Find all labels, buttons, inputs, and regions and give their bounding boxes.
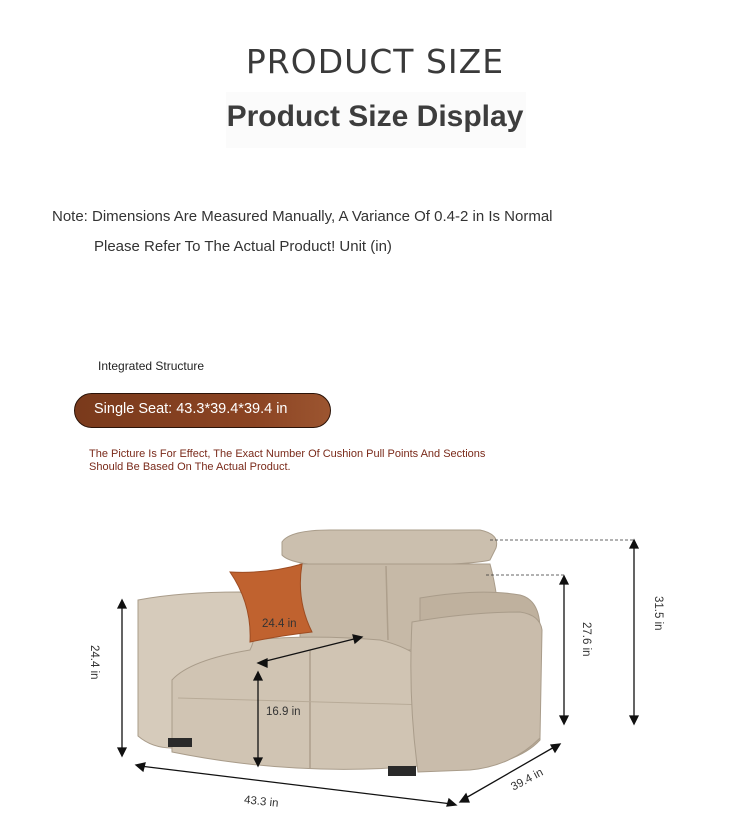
sofa-right-arm-front (411, 612, 542, 772)
sofa-leg-left (168, 738, 192, 747)
page-title: PRODUCT SIZE (245, 42, 505, 81)
dim-width: 43.3 in (243, 794, 280, 810)
sofa-headrest (282, 530, 497, 566)
sofa-illustration (0, 500, 750, 822)
page-subtitle: Product Size Display (226, 100, 524, 133)
dim-back-height: 27.6 in (580, 622, 592, 657)
dim-depth: 39.4 in (509, 766, 546, 794)
dim-total-height: 31.5 in (652, 596, 664, 631)
seat-spec-text: Single Seat: 43.3*39.4*39.4 in (94, 401, 288, 417)
note-line-2: Please Refer To The Actual Product! Unit (in) (94, 238, 392, 255)
structure-label: Integrated Structure (98, 359, 205, 373)
sofa-leg-right (388, 766, 416, 776)
disclaimer-text: The Picture Is For Effect, The Exact Number Of Cushion Pull Points And Sections Should Be Based On The Actual Product. (89, 448, 486, 473)
dim-seat-height: 16.9 in (266, 706, 301, 718)
dim-arm-height: 24.4 in (88, 645, 100, 680)
note-line-1: Note: Dimensions Are Measured Manually, A Variance Of 0.4-2 in Is Normal (52, 208, 553, 225)
dim-seat-depth: 24.4 in (262, 618, 297, 630)
